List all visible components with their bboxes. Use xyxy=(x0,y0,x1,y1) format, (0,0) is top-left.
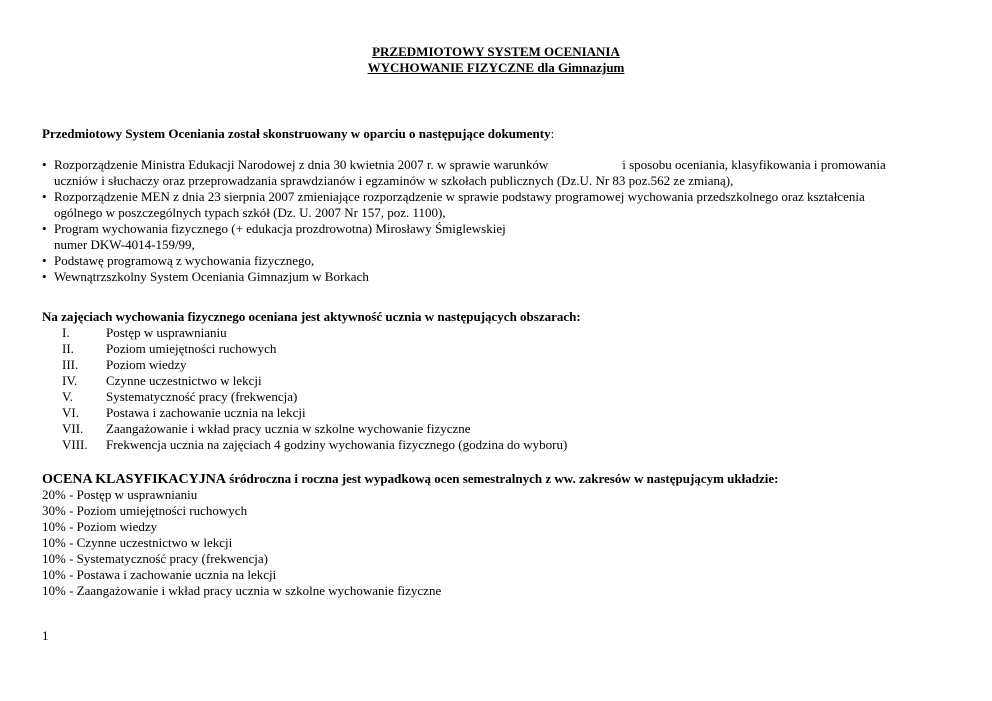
area-text: Postęp w usprawnianiu xyxy=(106,325,227,340)
document-text: Wewnątrzszkolny System Oceniania Gimnazjum w Borkach xyxy=(54,269,369,284)
area-number: VII. xyxy=(62,421,84,436)
list-item xyxy=(62,389,567,405)
area-number: III. xyxy=(62,357,79,372)
document-text: Rozporządzenie Ministra Edukacji Narodowej z dnia 30 kwietnia 2007 r. w sprawie warunków xyxy=(54,157,549,172)
area-text: Frekwencja ucznia na zajęciach 4 godziny wychowania fizycznego (godzina do wyboru) xyxy=(106,437,568,452)
list-item xyxy=(42,269,962,285)
document-text: Rozporządzenie MEN z dnia 23 sierpnia 2007 zmieniające rozporządzenie w sprawie podstawy programowej wychowania przedszkolnego oraz kształcenia xyxy=(54,189,865,204)
list-item: 30% - Poziom umiejętności ruchowych xyxy=(42,503,248,518)
grading-heading-lead: OCENA KLASYFIKACYJNA xyxy=(42,472,226,487)
list-item: 10% - Postawa i zachowanie ucznia na lekcji xyxy=(42,567,277,582)
area-text: Poziom umiejętności ruchowych xyxy=(106,341,277,356)
area-text: Zaangażowanie i wkład pracy ucznia w szkolne wychowanie fizyczne xyxy=(106,421,471,436)
list-item xyxy=(42,253,962,269)
document-title xyxy=(0,44,992,76)
area-text: Poziom wiedzy xyxy=(106,357,187,372)
bullet-icon: • xyxy=(42,189,47,204)
bullet-icon: • xyxy=(42,221,47,236)
intro-text: Przedmiotowy System Oceniania został skonstruowany w oparciu o następujące dokumenty xyxy=(42,126,551,141)
documents-list xyxy=(42,157,962,285)
intro-colon: : xyxy=(550,126,555,141)
area-text: Postawa i zachowanie ucznia na lekcji xyxy=(106,405,306,420)
document-text-cont: i sposobu oceniania, klasyfikowania i promowania xyxy=(622,157,886,172)
title-line-2: WYCHOWANIE FIZYCZNE dla Gimnazjum xyxy=(367,60,625,75)
document-text: Podstawę programową z wychowania fizycznego, xyxy=(54,253,315,268)
title-line-1: PRZEDMIOTOWY SYSTEM OCENIANIA xyxy=(372,44,620,59)
bullet-icon: • xyxy=(42,157,47,172)
list-item xyxy=(62,437,567,453)
grading-heading xyxy=(42,471,778,488)
bullet-icon: • xyxy=(42,253,47,268)
areas-list xyxy=(62,325,567,453)
document-text-line2: ogólnego w poszczególnych typach szkół (Dz. U. 2007 Nr 157, poz. 1100), xyxy=(54,205,446,220)
list-item xyxy=(62,357,567,373)
list-item: 10% - Czynne uczestnictwo w lekcji xyxy=(42,535,233,550)
list-item xyxy=(62,421,567,437)
area-number: I. xyxy=(62,325,70,340)
list-item xyxy=(62,373,567,389)
list-item xyxy=(62,405,567,421)
bullet-icon: • xyxy=(42,269,47,284)
list-item xyxy=(42,189,962,221)
intro-paragraph xyxy=(42,126,554,142)
area-number: V. xyxy=(62,389,73,404)
area-number: VI. xyxy=(62,405,79,420)
list-item: 10% - Zaangażowanie i wkład pracy ucznia w szkolne wychowanie fizyczne xyxy=(42,583,442,598)
list-item: 20% - Postęp w usprawnianiu xyxy=(42,487,198,502)
page-number: 1 xyxy=(42,628,49,643)
document-text-line2: numer DKW-4014-159/99, xyxy=(54,237,195,252)
area-text: Systematyczność pracy (frekwencja) xyxy=(106,389,298,404)
list-item: 10% - Poziom wiedzy xyxy=(42,519,158,534)
area-number: VIII. xyxy=(62,437,88,452)
list-item xyxy=(62,325,567,341)
list-item xyxy=(62,341,567,357)
weights-list xyxy=(42,487,441,599)
grading-heading-rest: śródroczna i roczna jest wypadkową ocen semestralnych z ww. zakresów w następującym układzie: xyxy=(225,471,779,486)
area-number: IV. xyxy=(62,373,78,388)
list-item xyxy=(42,221,962,253)
document-text-line2: uczniów i słuchaczy oraz przeprowadzania sprawdzianów i egzaminów w szkołach publicznych (Dz.U. Nr 83 poz.562 ze zmianą), xyxy=(54,173,734,188)
areas-heading: Na zajęciach wychowania fizycznego oceniana jest aktywność ucznia w następujących obszarach: xyxy=(42,309,581,324)
area-number: II. xyxy=(62,341,74,356)
document-text: Program wychowania fizycznego (+ edukacja prozdrowotna) Mirosławy Śmiglewskiej xyxy=(54,221,506,236)
list-item: 10% - Systematyczność pracy (frekwencja) xyxy=(42,551,268,566)
list-item xyxy=(42,157,962,189)
area-text: Czynne uczestnictwo w lekcji xyxy=(106,373,262,388)
